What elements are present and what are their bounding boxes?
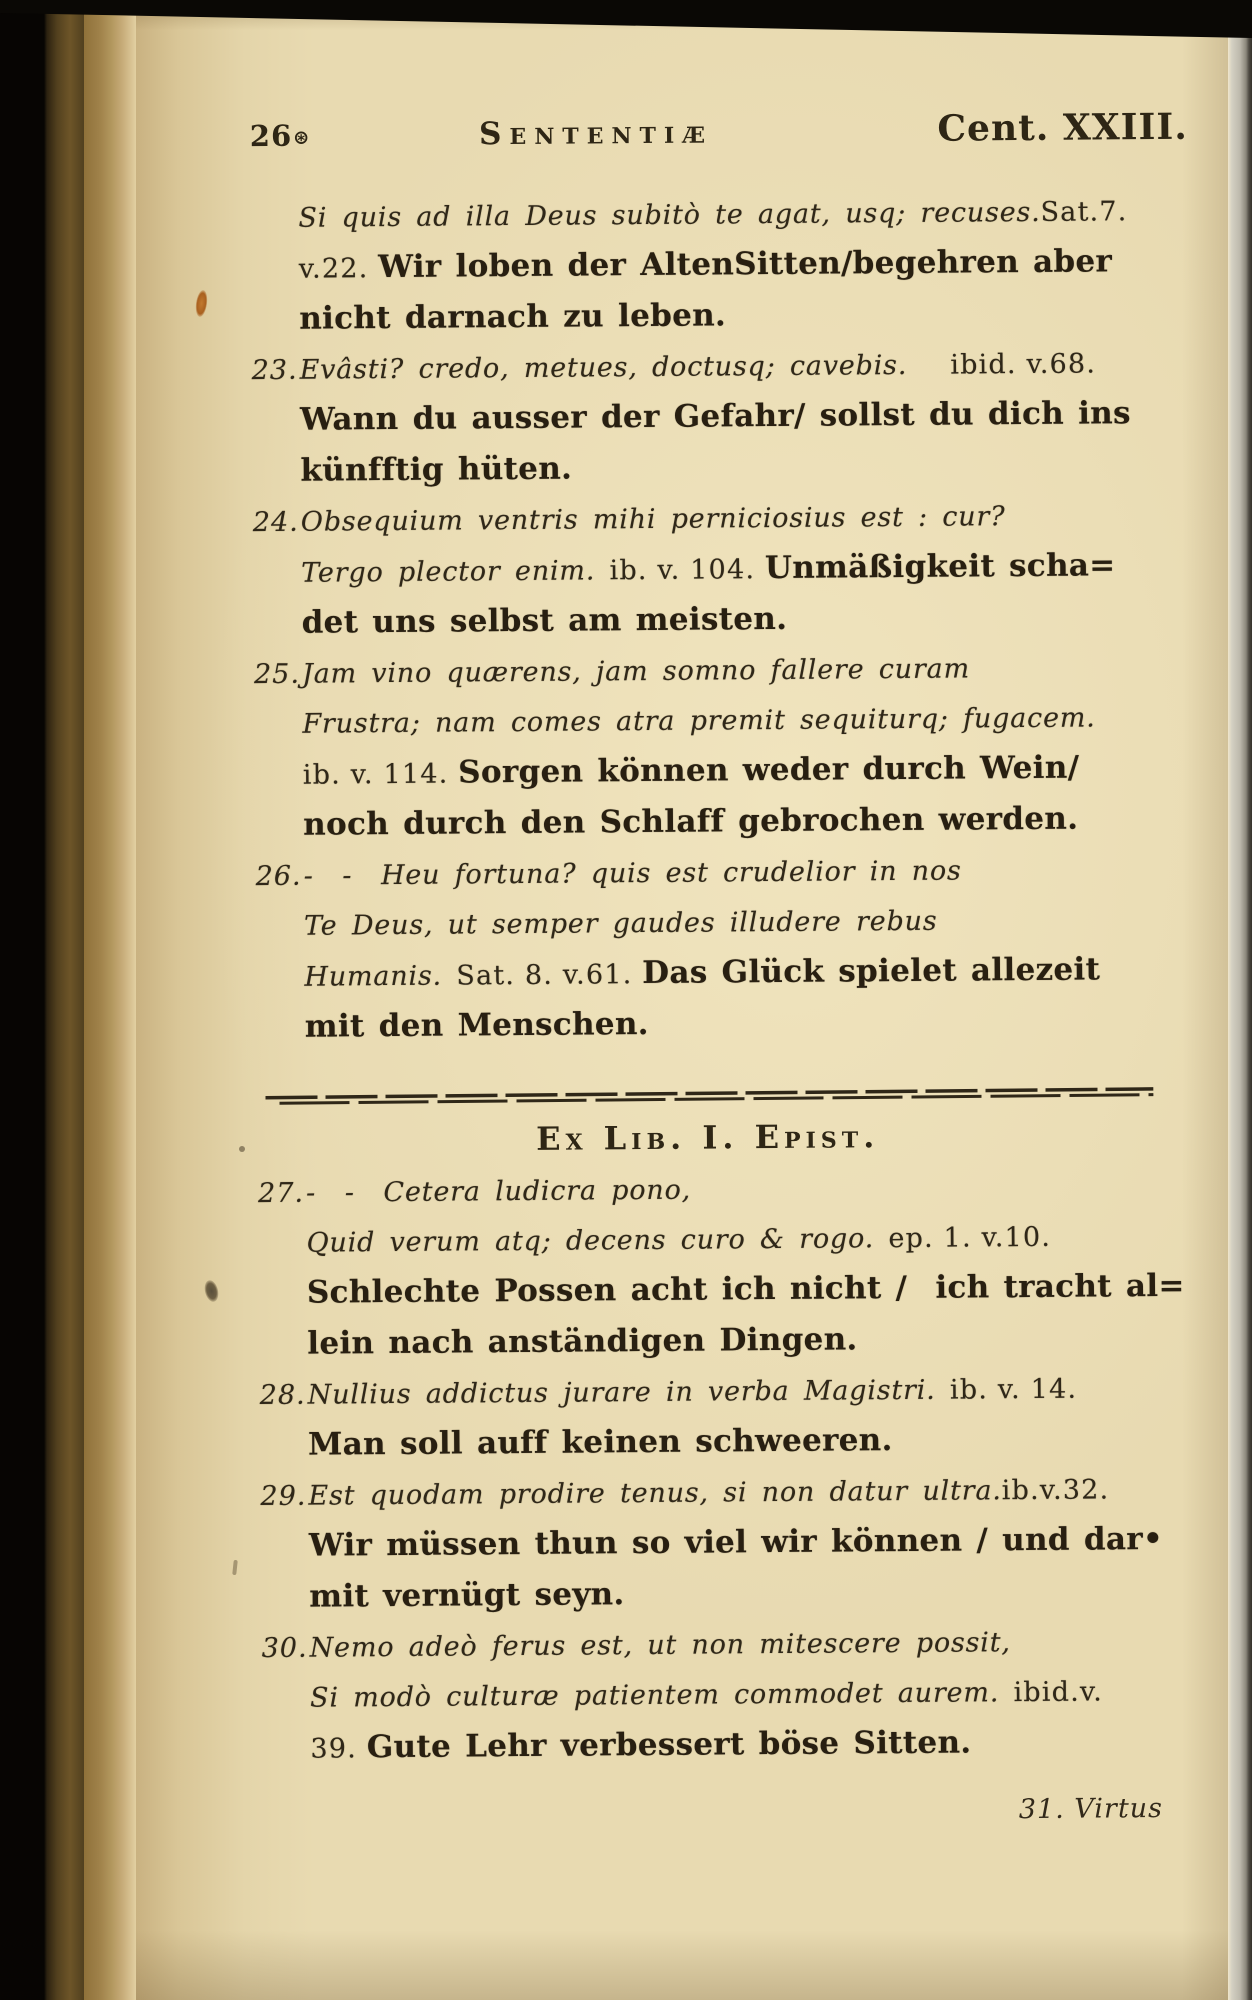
sententiae-list-satires <box>250 188 1157 1055</box>
text-line <box>261 1516 1164 1574</box>
german-translation-segment: Gute Lehr verbessert böse Sitten. <box>366 1724 972 1766</box>
entry-number: 30. <box>261 1632 308 1665</box>
latin-quote-segment: - - Cetera ludicra pono, <box>305 1174 692 1209</box>
latin-quote-segment: Evâsti? credo, metues, doctusq; cavebis. <box>299 349 951 386</box>
german-translation-segment: noch durch den Schlaff gebrochen werden. <box>303 800 1079 843</box>
latin-quote-segment: Humanis. <box>304 960 457 993</box>
text-line <box>256 896 1156 953</box>
sententiae-list-epistles <box>257 1163 1185 1776</box>
citation-segment: ib. v. 104. <box>609 554 766 587</box>
text-column <box>130 147 1241 1837</box>
german-translation-segment: Wir loben der AltenSitten/begehren aber <box>378 243 1113 286</box>
text-line <box>250 188 1150 245</box>
german-translation-segment: mit den Menschen. <box>304 1005 649 1045</box>
text-line <box>251 238 1151 296</box>
latin-quote-segment: Si modò culturæ patientem commodet aurem. <box>309 1677 1014 1714</box>
latin-quote-segment: Jam vino quærens, jam somno fallere curam <box>301 653 971 690</box>
entry-line <box>255 846 1155 903</box>
german-translation-segment: Unmäßigkeit scha= <box>764 547 1116 587</box>
german-translation-segment: Schlechte Possen acht ich nicht / ich tracht al= <box>306 1267 1185 1311</box>
latin-quote-segment: Te Deus, ut semper gaudes illudere rebus <box>303 905 938 942</box>
latin-quote-segment: Frustra; nam comes atra premit sequiturq; fugacem. <box>302 702 1096 740</box>
latin-quote-segment: Est quodam prodire tenus, si non datur ultra. <box>308 1475 1002 1512</box>
entry-line <box>260 1466 1160 1523</box>
entry-number: 28. <box>259 1379 306 1412</box>
latin-quote-segment: - - Heu fortuna? quis est crudelior in nos <box>303 855 962 892</box>
entry-number: 23. <box>251 354 298 387</box>
german-translation-segment: mit vernügt seyn. <box>309 1576 625 1615</box>
latin-quote-segment: Nullius addictus jurare in verba Magistri. <box>307 1374 951 1411</box>
entry-number: 24. <box>252 506 299 539</box>
text-line <box>254 694 1154 751</box>
german-translation-segment: Man soll auff keinen schweeren. <box>307 1422 893 1463</box>
entry-number: 25. <box>253 658 301 691</box>
german-translation-segment: künfftig hüten. <box>300 450 573 489</box>
section-divider-rule <box>265 1087 1153 1105</box>
citation-segment: ep. 1. v.10. <box>888 1221 1052 1255</box>
citation-segment: Sat.7. <box>1040 196 1128 228</box>
german-translation-segment: det uns selbst am meisten. <box>301 600 788 641</box>
german-translation-segment: Wir müssen thun so viel wir können / und dar• <box>308 1520 1164 1564</box>
latin-quote-segment: Tergo plector enim. <box>301 555 610 589</box>
text-line <box>262 1718 1162 1776</box>
page-number: 26⊛ <box>249 118 311 154</box>
century-label: Cent. XXIII. <box>937 105 1188 150</box>
text-line <box>259 1263 1185 1321</box>
catchword: 31. Virtus <box>1018 1792 1164 1826</box>
citation-segment: ibid. v.68. <box>950 348 1097 381</box>
margin-dot <box>239 1146 245 1152</box>
text-line <box>256 946 1156 1004</box>
text-line <box>255 744 1155 802</box>
fleuron-ornament: ⊛ <box>293 126 311 149</box>
text-line <box>252 441 1152 499</box>
citation-segment: v.22. <box>298 253 379 285</box>
german-translation-segment: Wann du ausser der Gefahr/ sollst du dich ins <box>299 395 1131 438</box>
citation-segment: ib.v.32. <box>1001 1474 1110 1507</box>
german-translation-segment: Das Glück spielet allezeit <box>642 951 1101 992</box>
section-heading: Ex Lib. I. Epist. <box>535 1117 880 1158</box>
citation-segment: 39. <box>310 1733 367 1765</box>
text-line <box>258 1213 1158 1270</box>
text-line <box>261 1567 1161 1625</box>
text-line <box>252 390 1152 448</box>
text-line <box>259 1314 1159 1372</box>
entry-number: 27. <box>257 1177 305 1210</box>
entry-line <box>260 1365 1160 1422</box>
text-line <box>253 593 1153 651</box>
latin-quote-segment: Si quis ad illa Deus subitò te agat, usq; recuses. <box>298 196 1041 234</box>
citation-segment: ib. v. 14. <box>949 1373 1078 1406</box>
text-line <box>253 542 1153 600</box>
entry-line <box>251 340 1151 397</box>
latin-quote-segment: Obsequium ventris mihi perniciosius est : cur? <box>300 501 1006 538</box>
latin-quote-segment: Quid verum atq; decens curo & rogo. <box>306 1223 889 1259</box>
entry-number: 29. <box>260 1480 307 1513</box>
entry-line <box>262 1618 1162 1675</box>
german-translation-segment: lein nach anständigen Dingen. <box>307 1321 858 1362</box>
citation-segment: ib. v. 114. <box>302 758 459 791</box>
citation-segment: ibid.v. <box>1013 1676 1104 1709</box>
adjacent-page-edge <box>1228 0 1252 2000</box>
running-head-title: Sententiæ <box>478 114 714 153</box>
book-page <box>130 0 1228 2000</box>
entry-number: 26. <box>255 860 302 893</box>
german-translation-segment: Sorgen können weder durch Wein/ <box>458 749 1080 791</box>
entry-line <box>258 1163 1158 1220</box>
german-translation-segment: nicht darnach zu leben. <box>299 297 727 337</box>
page-content <box>129 0 1241 1837</box>
text-line <box>251 289 1151 347</box>
text-line <box>255 795 1155 853</box>
text-line <box>257 997 1157 1055</box>
entry-line <box>254 644 1154 701</box>
latin-quote-segment: Nemo adeò ferus est, ut non mitescere possit, <box>309 1627 1011 1664</box>
book-gutter-edge <box>0 0 136 2000</box>
entry-line <box>253 492 1153 549</box>
citation-segment: Sat. 8. v.61. <box>456 959 643 992</box>
text-line <box>262 1668 1162 1725</box>
text-line <box>260 1415 1160 1473</box>
